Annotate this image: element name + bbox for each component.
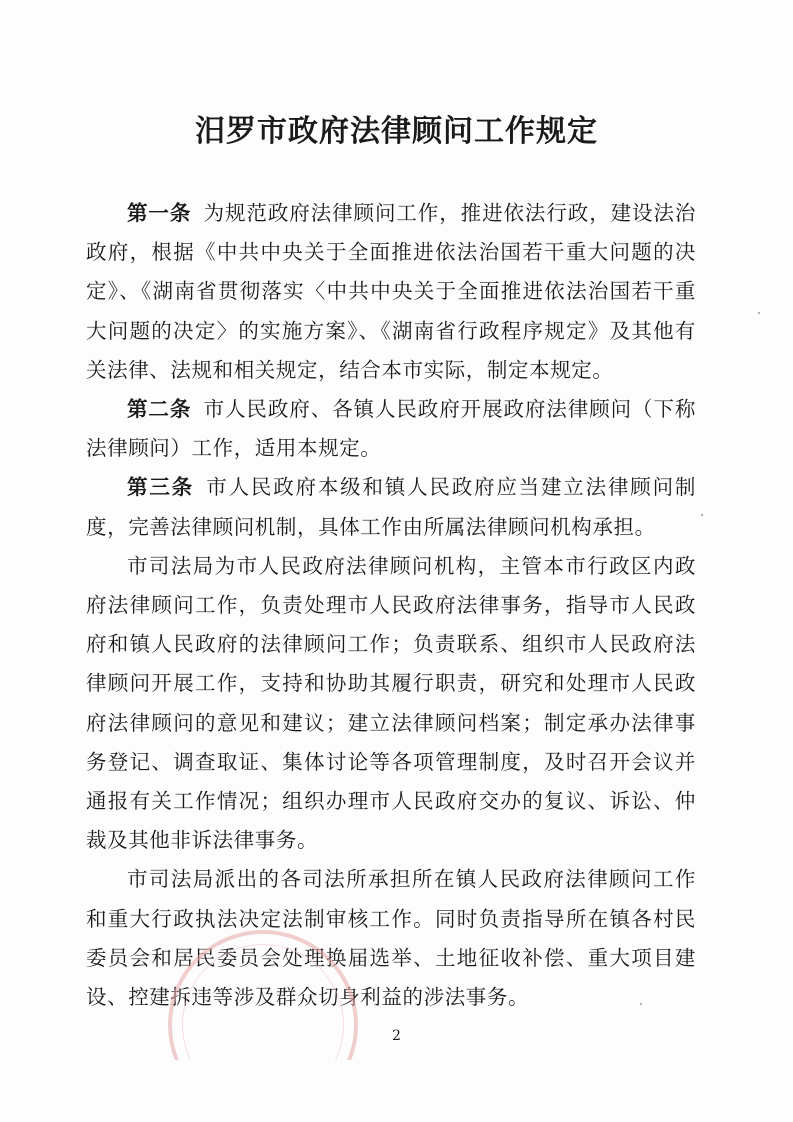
article-3	[86, 468, 696, 546]
article-label: 第一条	[127, 201, 192, 225]
article-2	[86, 390, 696, 468]
paragraph-text: 市司法局派出的各司法所承担所在镇人民政府法律顾问工作和重大行政执法决定法制审核工作。同时负责指导所在镇各村民委员会和居民委员会处理换届选举、土地征收补偿、重大项目建设、控建拆违等涉及群众切身利益的涉法事务。	[86, 867, 696, 1010]
article-label: 第三条	[127, 475, 194, 500]
article-1	[86, 194, 696, 390]
paragraph-judicial-bureau	[86, 547, 696, 861]
scan-speck	[701, 514, 703, 516]
article-text: 市人民政府本级和镇人民政府应当建立法律顾问制度，完善法律顾问机制，具体工作由所属法律顾问机构承担。	[86, 475, 696, 539]
document-title: 汨罗市政府法律顾问工作规定	[195, 114, 598, 149]
document-body	[86, 194, 696, 1017]
article-label: 第二条	[127, 397, 192, 422]
article-text: 为规范政府法律顾问工作，推进依法行政，建设法治政府，根据《中共中央关于全面推进依法治国若干重大问题的决定》、《湖南省贯彻落实〈中共中央关于全面推进依法治国若干重大问题的决定〉的实施方案》、《湖南省行政程序规定》及其他有关法律、法规和相关规定，结合本市实际，制定本规定。	[86, 201, 696, 382]
article-text: 市人民政府、各镇人民政府开展政府法律顾问（下称法律顾问）工作，适用本规定。	[86, 397, 696, 461]
scan-speck	[758, 312, 760, 314]
page-number: 2	[392, 1028, 401, 1044]
scan-speck	[640, 1003, 642, 1005]
paragraph-text: 市司法局为市人民政府法律顾问机构，主管本市行政区内政府法律顾问工作，负责处理市人民政府法律事务，指导市人民政府和镇人民政府的法律顾问工作；负责联系、组织市人民政府法律顾问开展工作，支持和协助其履行职责，研究和处理市人民政府法律顾问的意见和建议；建立法律顾问档案；制定承办法律事务登记、调查取证、集体讨论等各项管理制度，及时召开会议并通报有关工作情况；组织办理市人民政府交办的复议、诉讼、仲裁及其他非诉法律事务。	[86, 553, 696, 853]
